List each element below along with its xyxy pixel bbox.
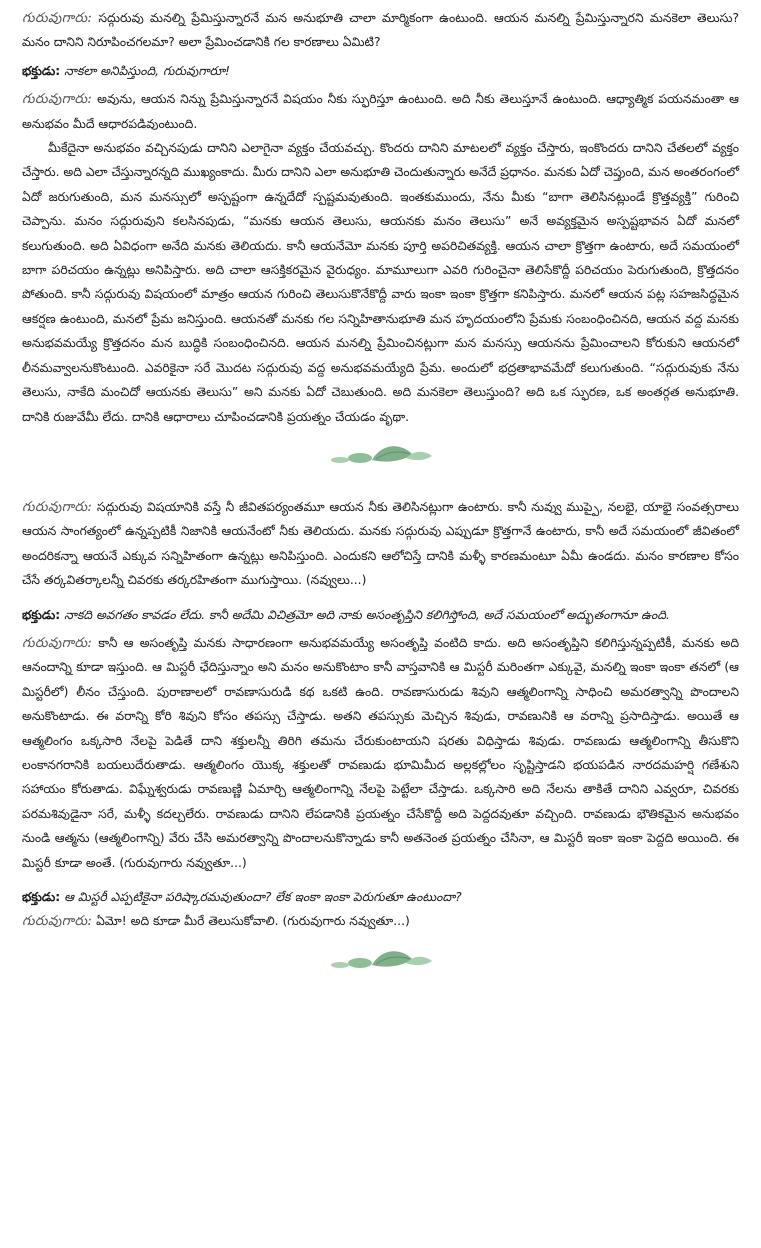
bhakta-dialogue xyxy=(22,59,739,83)
dialogue-text: ఏమో! అది కూడా మీరే తెలుసుకోవాలి. (గురువుగారు నవ్వుతూ...) xyxy=(92,914,410,929)
guru-dialogue xyxy=(22,6,739,55)
dialogue-text: నాకలా అనిపిస్తుంది, గురువుగారూ! xyxy=(60,63,230,78)
dialogue-text: కానీ ఆ అసంతృప్తి మనకు సాధారణంగా అనుభవమయ్యే అసంతృప్తి వంటిది కాదు. అది అసంతృప్తిని కలిగిస్తున్నప్పటికీ, మనకు అది ఆనందాన్ని కూడా ఇస్తుంది. ఆ మిస్టరీ ఛేదిస్తున్నాం అని మనం అనుకొంటాం కానీ వాస్తవానికి ఆ మిస్టరీ మరింతగా ఎక్కువై, మనల్ని ఇంకా ఇంకా తనలో (ఆ మిస్టరీలో) లీనం చేస్తుంది. పురాణాలలో రావణాసురుడి కథ ఒకటి ఉంది. రావణాసురుడు శివుని ఆత్మలింగాన్ని సాధించి అమరత్వాన్ని పొందాలని అనుకొంటాడు. ఈ వరాన్ని కోరి శివుని కోసం తపస్సు చేస్తాడు. అతని తపస్సుకు మెచ్చిన శివుడు, రావణునికి ఆ వరాన్ని ప్రసాదిస్తాడు. అయితే ఆ ఆత్మలింగం ఒక్కసారి నేలపై పెడితే దాని శక్తులన్నీ తిరిగి తమను చేరుకుంటాయని షరతు విధిస్తాడు శివుడు. రావణుడు ఆత్మలింగాన్ని తీసుకొని లంకానగరానికి బయలుదేరుతాడు. ఆత్మలింగం యొక్క శక్తులతో రావణుడు భూమిమీద అల్లకల్లోలం సృష్టిస్తాడని భయపడిన నారదమహర్షి గణేశుని సహాయం కోరుతాడు. విఘ్నేశ్వరుడు రావణుణ్ణి ఏమార్చి ఆత్మలింగాన్ని నేలపై పెట్టేలా చేస్తాడు. ఒక్కసారి అది నేలను తాకితే దానిని ఎవ్వరూ, చివరకు పరమశివుడైనా సరే, మళ్ళీ కదల్చలేరు. రావణుడు దానిని లేపడానికి ప్రయత్నం చేసేకొద్దీ అది పెద్దదవుతూ వచ్చింది. రావణుడు భౌతికమైన అనుభవం నుండి ఆత్మను (ఆత్మలింగాన్ని) వేరు చేసి అమరత్వాన్ని పొందాలనుకొన్నాడు కానీ అతనెంత ప్రయత్నం చేసినా, ఆ మిస్టరీ ఇంకా ఇంకా పెద్దది అయింది. ఈ మిస్టరీ కూడా అంతే. (గురువుగారు నవ్వుతూ...) xyxy=(22,635,739,870)
speaker-label-guru: గురువుగారు: xyxy=(22,498,93,515)
leaf-ornament-icon xyxy=(326,943,436,973)
bhakta-dialogue xyxy=(22,603,739,627)
guru-dialogue xyxy=(22,495,739,593)
leaf-ornament-icon xyxy=(326,438,436,468)
speaker-label-guru: గురువుగారు: xyxy=(22,91,93,108)
guru-dialogue xyxy=(22,87,739,136)
speaker-label-bhakta: భక్తుడు: xyxy=(22,63,61,78)
leaf-ornament-divider xyxy=(22,940,739,976)
dialogue-text: అవును, ఆయన నిన్ను ప్రేమిస్తున్నారనే విషయం నీకు స్ఫురిస్తూ ఉంటుంది. అది నీకు తెలుస్తూనే ఉంటుంది. ఆధ్యాత్మిక పయనమంతా ఆ అనుభవం మీదే ఆధారపడివుంటుంది. xyxy=(22,92,739,131)
guru-dialogue xyxy=(22,631,739,875)
speaker-label-guru: గురువుగారు: xyxy=(22,10,93,26)
body-paragraph: మీకేదైనా అనుభవం వచ్చినపుడు దానిని ఎలాగైనా వ్యక్తం చేయవచ్చు. కొందరు దానిని మాటలలో వ్యక్తం చేస్తారు, ఇంకొందరు దానిని చేతలలో వ్యక్తం చేస్తారు. అది ఎలా చేస్తున్నారన్నది ముఖ్యంకాదు. మీరు దానిని ఎలా అనుభూతి చెందుతున్నారు అనేదే ప్రధానం. మనకు ఏదో చెప్తుంది, మన అంతరంగంలో ఏదో జరుగుతుంది, మన మనస్సులో అస్పష్టంగా ఉన్నదేదో స్పష్టమవుతుంది. ఇంతకుముందు, నేను మీకు “బాగా తెలిసినట్లుండే క్రొత్తవ్యక్తి” గురించి చెప్పాను. మనం సద్గురువుని కలసినపుడు, “మనకు ఆయన తెలుసు, ఆయనకు మనం తెలుసు” అనే అవ్యక్తమైన అస్పష్టభావన ఏదో మనలో కలుగుతుంది. అది ఏవిధంగా అనేది మనకు తెలియదు. కానీ ఆయనేమో మనకు పూర్తి అపరిచితవ్యక్తి. ఆయన చాలా క్రొత్తగా ఉంటారు, అదే సమయంలో బాగా పరిచయం ఉన్నట్లు అనిపిస్తారు. అది చాలా ఆసక్తికరమైన వైరుధ్యం. మామూలుగా ఎవరి గురించైనా తెలిసేకొద్దీ పరిచయం పెరుగుతుంది, క్రొత్తదనం పోతుంది. కానీ సద్గురువు విషయంలో మాత్రం ఆయన గురించి తెలుసుకొనేకొద్దీ వారు ఇంకా ఇంకా క్రొత్తగా కనిపిస్తారు. మనలో ఆయన పట్ల సహజసిద్ధమైన ఆకర్షణ ఉంటుంది, మనలో ప్రేమ జనిస్తుంది. ఆయనతో మనకు గల సన్నిహితానుభూతి మన హృదయంలోని ప్రేమకు సంబంధించినది, ఆయన వద్ద మనకు అనుభవమయ్యే క్రొత్తదనం మన బుద్ధికి సంబంధించినది. ఆయన మనల్ని ప్రేమించినట్లుగా మన మనస్సు ఆయనను ప్రేమించాలని కోరుకుని ఆయనలో లీనమవ్వాలనుకొంటుంది. ఎవరికైనా సరే మొదట సద్గురువు వద్ద అనుభవమయ్యేది ప్రేమ. అందులో భద్రతాభావమేదో కలుగుతుంది. “సద్గురువుకు నేను తెలుసు, నాకేది మంచిదో ఆయనకు తెలుసు” అని మనకు ఏదో చెబుతుంది. అది మనకెలా తెలుస్తుంది? అది ఒక స్ఫురణ, ఒక అంతర్గత అనుభూతి. దానికి రుజువేమీ లేదు. దానికి ఆధారాలు చూపించడానికి ప్రయత్నం చేయడం వృథా. xyxy=(22,141,739,424)
speaker-label-guru: గురువుగారు: xyxy=(22,913,93,930)
speaker-label-bhakta: భక్తుడు: xyxy=(22,607,61,622)
dialogue-text: సద్గురువు విషయానికి వస్తే నీ జీవితపర్యంతమూ ఆయన నీకు తెలిసినట్లుగా ఉంటారు. కానీ నువ్వు ముప్పై, నలభై, యాభై సంవత్సరాలు ఆయన సాంగత్యంలో ఉన్నప్పటికీ నిజానికి ఆయనేంటో నీకు తెలియదు. మనకు సద్గురువు ఎప్పుడూ క్రొత్తగానే ఉంటారు, కానీ అదే సమయంలో జీవితంలో అందరికన్నా ఆయనే ఎక్కువ సన్నిహితంగా ఉన్నట్లు అనిపిస్తుంది. ఎందుకని ఆలోచిస్తే దానికి మళ్ళీ కారణమంటూ ఏమీ ఉండదు. మనం కారణాల కోసం చేసే తర్కవితర్కాలన్నీ చివరకు తర్కరహితంగా ముగుస్తాయి. (నవ్వులు...) xyxy=(22,499,739,588)
dialogue-text: ఆ మిస్టరీ ఎప్పటికైనా పరిష్కారమవుతుందా? లేక ఇంకా ఇంకా పెరుగుతూ ఉంటుందా? xyxy=(60,890,462,904)
dialogue-text: సద్గురువు మనల్ని ప్రేమిస్తున్నారనే మన అనుభూతి చాలా మార్మికంగా ఉంటుంది. ఆయన మనల్ని ప్రేమిస్తున్నారని మనకెలా తెలుసు? మనం దానిని నిరూపించగలమా? అలా ప్రేమించడానికి గల కారణాలు ఏమిటి? xyxy=(22,11,739,50)
guru-dialogue xyxy=(22,909,739,933)
bhakta-dialogue xyxy=(22,885,739,909)
speaker-label-guru: గురువుగారు: xyxy=(22,634,93,651)
dialogue-text: నాకది అవగతం కావడం లేదు. కానీ అదేమి విచిత్రమో అది నాకు అసంతృప్తిని కలిగిస్తోంది, అదే సమయంలో అద్భుతంగానూ ఉంది. xyxy=(60,607,670,622)
speaker-label-bhakta: భక్తుడు: xyxy=(22,890,61,904)
leaf-ornament-divider xyxy=(22,435,739,471)
